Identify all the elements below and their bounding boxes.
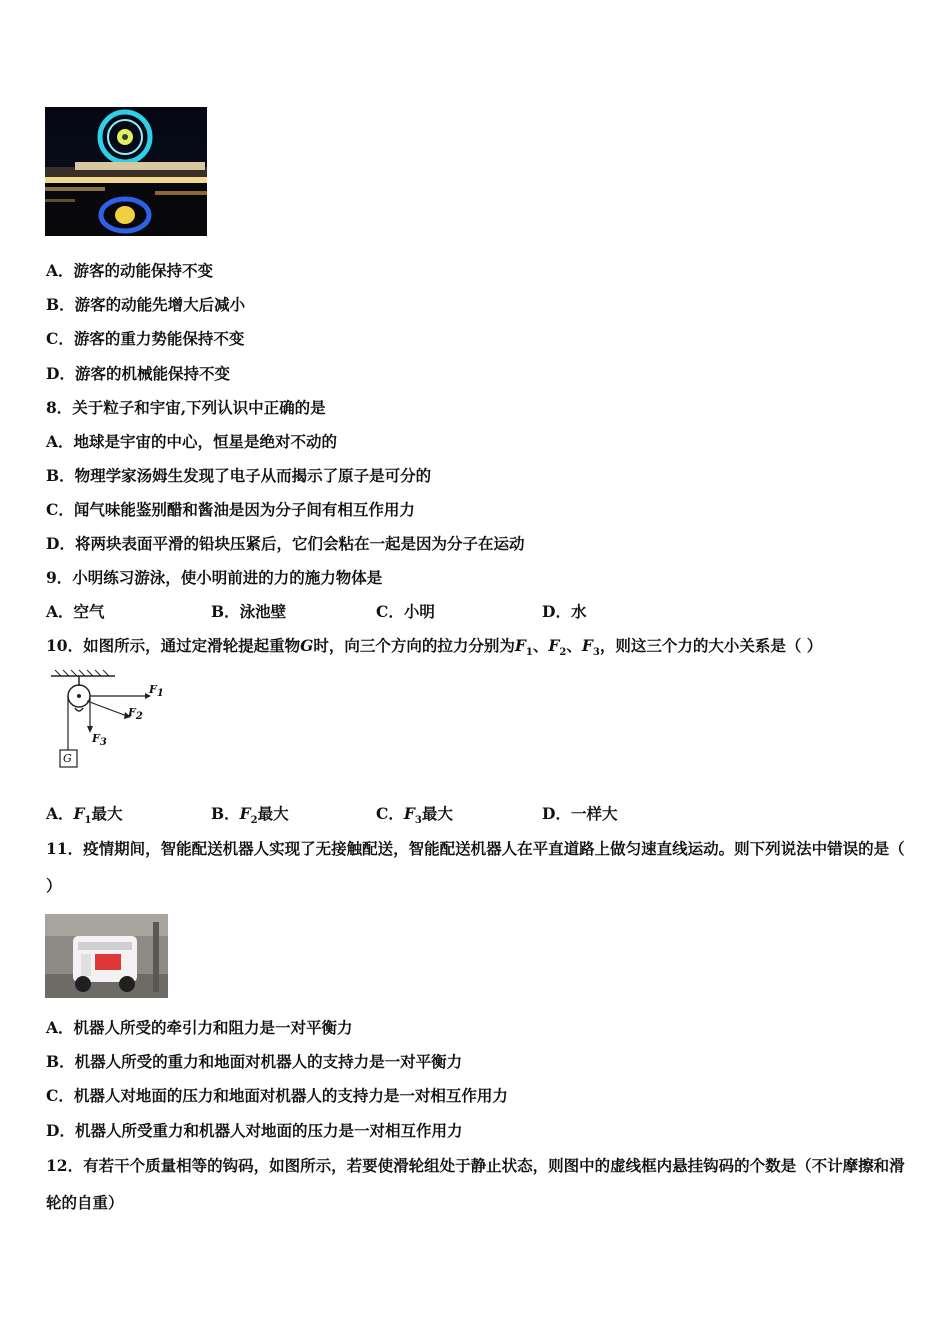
q11-option-d: D．机器人所受重力和机器人对地面的压力是一对相互作用力 (46, 1121, 463, 1140)
q11-option-b: B．机器人所受的重力和地面对机器人的支持力是一对平衡力 (46, 1052, 463, 1071)
q10-option-a: A．$F_1$最大 (46, 804, 123, 827)
f1-label: $F_1$ (149, 683, 164, 700)
q10-option-c: C．$F_3$最大 (376, 804, 453, 827)
q7-option-b: B．游客的动能先增大后减小 (46, 295, 246, 314)
q8-option-d: D．将两块表面平滑的铅块压紧后，它们会粘在一起是因为分子在运动 (46, 534, 525, 553)
q9-option-a: A．空气 (46, 602, 105, 621)
delivery-robot-photo (45, 914, 168, 998)
q9-option-d: D．水 (542, 602, 587, 621)
q11-stem: 11．疫情期间，智能配送机器人实现了无接触配送，智能配送机器人在平直道路上做匀速直线运动。则下列说法中错误的是（ ） (46, 839, 905, 895)
q7-option-d: D．游客的机械能保持不变 (46, 364, 230, 383)
g-label: G (63, 752, 72, 765)
q7-option-c: C．游客的重力势能保持不变 (46, 329, 245, 348)
q9-stem: 9．小明练习游泳，使小明前进的力的施力物体是 (46, 568, 383, 587)
q11-option-c: C．机器人对地面的压力和地面对机器人的支持力是一对相互作用力 (46, 1086, 508, 1105)
q12-stem: 12．有若干个质量相等的钩码，如图所示，若要使滑轮组处于静止状态，则图中的虚线框内悬挂钩码的个数是（不计摩擦和滑轮的自重） (46, 1156, 905, 1212)
ferris-wheel-photo (45, 107, 207, 236)
q10-option-b: B．$F_2$最大 (211, 804, 289, 827)
f2-label: $F_2$ (128, 706, 143, 723)
pulley-diagram (45, 666, 175, 776)
q10-stem: 10．如图所示，通过定滑轮提起重物G时，向三个方向的拉力分别为$F_1$、$F_2$、$F_3$，则这三个力的大小关系是（ ） (46, 636, 823, 659)
q11-option-a: A．机器人所受的牵引力和阻力是一对平衡力 (46, 1018, 353, 1037)
q7-option-a: A．游客的动能保持不变 (46, 261, 214, 280)
q8-option-c: C．闻气味能鉴别醋和酱油是因为分子间有相互作用力 (46, 500, 415, 519)
f3-label: $F_3$ (92, 732, 107, 749)
q8-option-b: B．物理学家汤姆生发现了电子从而揭示了原子是可分的 (46, 466, 432, 485)
q9-option-b: B．泳池壁 (211, 602, 287, 621)
q10-option-d: D．一样大 (542, 804, 618, 823)
q8-option-a: A．地球是宇宙的中心，恒星是绝对不动的 (46, 432, 338, 451)
q8-stem: 8．关于粒子和宇宙,下列认识中正确的是 (46, 398, 326, 417)
q9-options (46, 602, 746, 622)
q10-options (46, 804, 746, 827)
q9-option-c: C．小明 (376, 602, 435, 621)
